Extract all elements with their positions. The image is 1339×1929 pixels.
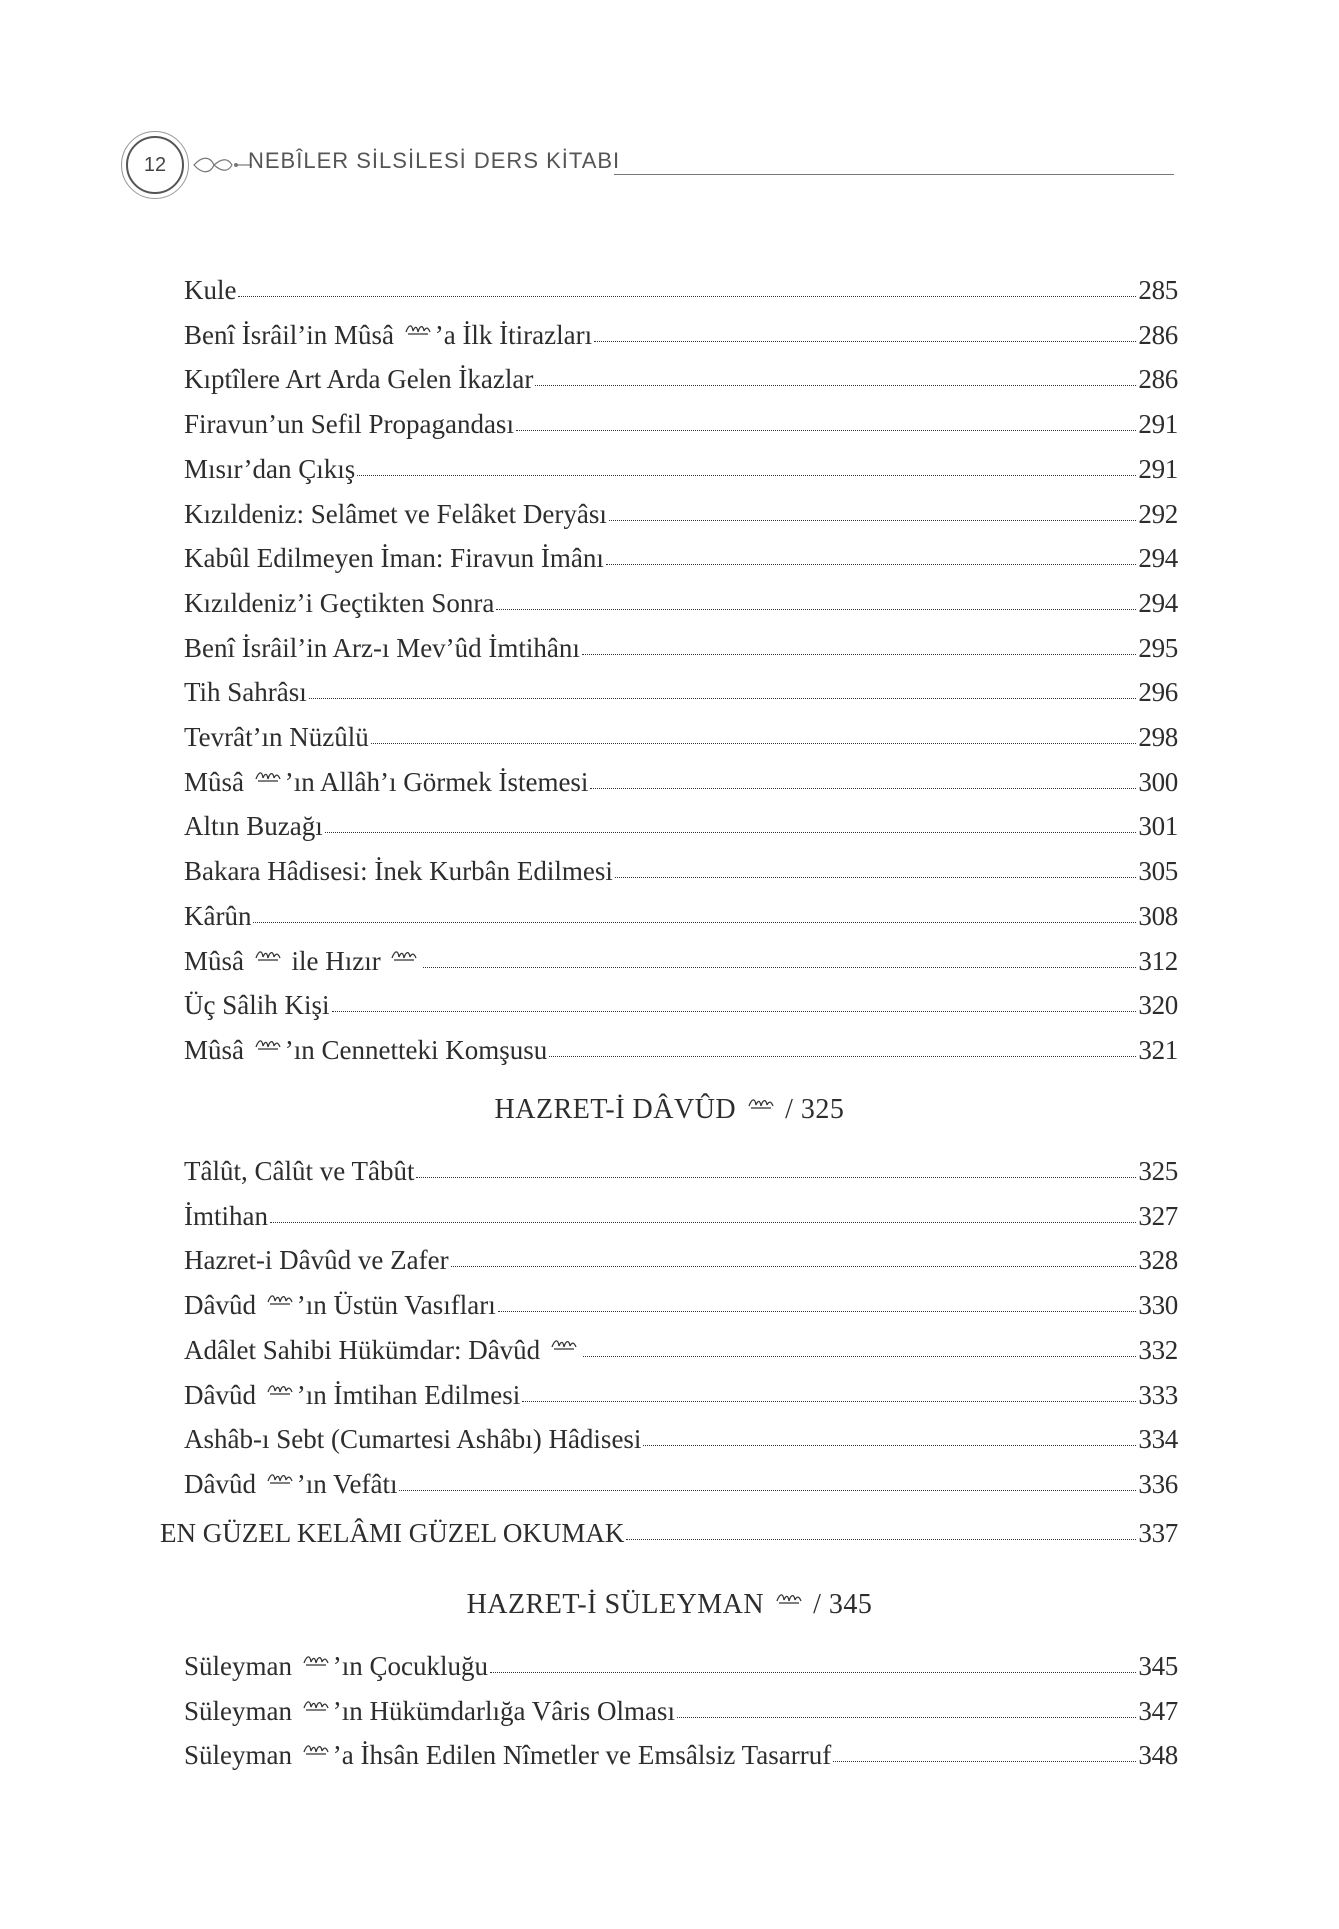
- toc-entry[interactable]: [184, 806, 1178, 846]
- toc-entry[interactable]: [184, 941, 1178, 981]
- toc-entry[interactable]: [184, 1240, 1178, 1280]
- toc-entry-title: Altın Buzağı: [184, 811, 323, 842]
- toc-entry[interactable]: [184, 1691, 1178, 1731]
- dot-leader: [594, 315, 1136, 342]
- alayhissalam-seal-icon: [776, 1591, 802, 1605]
- alayhissalam-seal-icon: [267, 1471, 293, 1485]
- toc-entry-page: 291: [1138, 453, 1178, 484]
- toc-entry-title: Mûsâ ile Hızır: [184, 941, 421, 981]
- toc-entry-title: Kârûn: [184, 900, 252, 931]
- toc-entry[interactable]: [184, 896, 1178, 936]
- toc-entry[interactable]: [184, 1735, 1178, 1775]
- toc-entry-page: 301: [1138, 811, 1178, 842]
- toc-entry-page: 333: [1138, 1379, 1178, 1410]
- toc-entry-page: 327: [1138, 1200, 1178, 1231]
- toc-entry[interactable]: [184, 359, 1178, 399]
- dot-leader: [498, 1285, 1137, 1312]
- toc-entry-title: Kızıldeniz’i Geçtikten Sonra: [184, 587, 495, 618]
- alayhissalam-seal-icon: [391, 948, 417, 962]
- dot-leader: [549, 1030, 1136, 1057]
- dot-leader: [643, 1419, 1136, 1446]
- dot-leader: [309, 672, 1137, 699]
- toc-entry-page: 292: [1138, 498, 1178, 529]
- dot-leader: [325, 806, 1137, 833]
- toc-entry-title: Ashâb-ı Sebt (Cumartesi Ashâbı) Hâdisesi: [184, 1424, 642, 1455]
- toc-entry-title: Kıptîlere Art Arda Gelen İkazlar: [184, 364, 534, 395]
- alayhissalam-seal-icon: [303, 1742, 329, 1756]
- dot-leader: [496, 583, 1136, 610]
- toc-entry-page: 294: [1138, 543, 1178, 574]
- toc-entry[interactable]: [184, 1419, 1178, 1459]
- toc-entry-title: Kabûl Edilmeyen İman: Firavun İmânı: [184, 543, 604, 574]
- toc-entry[interactable]: [184, 1030, 1178, 1070]
- alayhissalam-seal-icon: [303, 1653, 329, 1667]
- section-heading: HAZRET-İ DÂVÛD / 325: [494, 1094, 845, 1125]
- toc-entry-page: 300: [1138, 766, 1178, 797]
- toc-entry-page: 296: [1138, 677, 1178, 708]
- toc-entry-page: 321: [1138, 1034, 1178, 1065]
- toc-entry-title: Mûsâ ’ın Allâh’ı Görmek İstemesi: [184, 766, 589, 797]
- toc-entry-page: 295: [1138, 632, 1178, 663]
- toc-entry-page: 347: [1138, 1695, 1178, 1726]
- page-number: 12: [126, 136, 184, 194]
- toc-entry-page: 298: [1138, 722, 1178, 752]
- toc-entry[interactable]: [184, 717, 1178, 757]
- toc-entry[interactable]: [184, 270, 1178, 310]
- toc-entry[interactable]: [184, 404, 1178, 444]
- dot-leader: [516, 404, 1136, 431]
- dot-leader: [416, 1151, 1136, 1178]
- toc-entry-page: 285: [1138, 275, 1178, 305]
- dot-leader: [609, 494, 1137, 521]
- toc-entry-page: 308: [1138, 900, 1178, 931]
- toc-entry-page: 305: [1138, 856, 1178, 887]
- dot-leader: [423, 941, 1136, 968]
- toc-entry[interactable]: [184, 1285, 1178, 1325]
- dot-leader: [253, 896, 1136, 923]
- toc-entry[interactable]: [184, 494, 1178, 534]
- dot-leader: [238, 270, 1136, 297]
- dot-leader: [522, 1375, 1136, 1402]
- toc-entry-page: 286: [1138, 364, 1178, 395]
- toc-entry-page: 312: [1138, 945, 1178, 976]
- toc-entry-page: 345: [1138, 1651, 1178, 1681]
- dot-leader: [399, 1464, 1136, 1491]
- toc-entry[interactable]: [184, 1196, 1178, 1236]
- toc-entry-title: Dâvûd ’ın İmtihan Edilmesi: [184, 1379, 521, 1410]
- book-title: NEBÎLER SİLSİLESİ DERS KİTABI: [248, 148, 621, 173]
- toc-entry[interactable]: [184, 1646, 1178, 1686]
- toc-entry[interactable]: [184, 985, 1178, 1025]
- toc-entry-title: Bakara Hâdisesi: İnek Kurbân Edilmesi: [184, 856, 613, 887]
- toc-entry-title: Firavun’un Sefil Propagandası: [184, 409, 514, 440]
- dot-leader: [270, 1196, 1136, 1223]
- toc-entry-title: Dâvûd ’ın Üstün Vasıfları: [184, 1290, 496, 1321]
- toc-entry-title: Benî İsrâil’in Mûsâ ’a İlk İtirazları: [184, 319, 593, 350]
- dot-leader: [357, 449, 1136, 476]
- toc-entry[interactable]: [184, 449, 1178, 489]
- toc-entry[interactable]: [184, 851, 1178, 891]
- toc-entry-page: 320: [1138, 990, 1178, 1021]
- toc-entry-title: Tâlût, Câlût ve Tâbût: [184, 1156, 415, 1186]
- alayhissalam-seal-icon: [551, 1337, 577, 1351]
- toc-entry-page: 286: [1138, 319, 1178, 350]
- toc-entry-title: Mısır’dan Çıkış: [184, 453, 356, 484]
- toc-entry-page: 348: [1138, 1740, 1178, 1771]
- toc-entry-page: 325: [1138, 1156, 1178, 1186]
- toc-entry-title: Kızıldeniz: Selâmet ve Felâket Deryâsı: [184, 498, 607, 529]
- dot-leader: [833, 1735, 1136, 1762]
- dot-leader: [590, 762, 1136, 789]
- toc-entry-title: Benî İsrâil’in Arz-ı Mev’ûd İmtihânı: [184, 632, 580, 663]
- toc-entry[interactable]: [184, 583, 1178, 623]
- toc-entry-page: 291: [1138, 409, 1178, 440]
- toc-entry-title: Süleyman ’ın Çocukluğu: [184, 1651, 488, 1681]
- toc-entry-title: Tevrât’ın Nüzûlü: [184, 722, 369, 752]
- toc-entry-page: 332: [1138, 1334, 1178, 1365]
- toc-entry-title: EN GÜZEL KELÂMI GÜZEL OKUMAK: [160, 1518, 625, 1548]
- dot-leader: [626, 1513, 1136, 1540]
- toc-entry-title: Kule: [184, 275, 237, 305]
- dot-leader: [451, 1240, 1137, 1267]
- toc-entry-page: 334: [1138, 1424, 1178, 1455]
- alayhissalam-seal-icon: [303, 1698, 329, 1712]
- toc-entry[interactable]: [184, 1464, 1178, 1504]
- toc-major-entry[interactable]: [160, 1513, 1178, 1553]
- dot-leader: [606, 538, 1136, 565]
- dot-leader: [332, 985, 1137, 1012]
- section-heading: HAZRET-İ SÜLEYMAN / 345: [466, 1589, 873, 1620]
- toc-entry-page: 330: [1138, 1290, 1178, 1321]
- dot-leader: [371, 717, 1137, 744]
- alayhissalam-seal-icon: [267, 1382, 293, 1396]
- toc-entry-title: Mûsâ ’ın Cennetteki Komşusu: [184, 1034, 548, 1065]
- toc-entry-title: Adâlet Sahibi Hükümdar: Dâvûd: [184, 1330, 581, 1370]
- toc-entry[interactable]: [184, 315, 1178, 355]
- toc-entry[interactable]: [184, 1375, 1178, 1415]
- toc-entry-title: Süleyman ’a İhsân Edilen Nîmetler ve Emsâlsiz Tasarruf: [184, 1740, 832, 1771]
- dot-leader: [677, 1691, 1136, 1718]
- toc-entry[interactable]: [184, 628, 1178, 668]
- toc-entry-page: 336: [1138, 1468, 1178, 1499]
- header-rule: [614, 174, 1174, 175]
- toc-entry[interactable]: [184, 1330, 1178, 1370]
- toc-entry-page: 328: [1138, 1245, 1178, 1276]
- toc-entry-title: İmtihan: [184, 1200, 268, 1231]
- alayhissalam-seal-icon: [748, 1096, 774, 1110]
- toc-entry-page: 337: [1138, 1518, 1178, 1548]
- toc-entry[interactable]: [184, 538, 1178, 578]
- toc-entry-title: Tih Sahrâsı: [184, 677, 307, 708]
- toc-entry-page: 294: [1138, 587, 1178, 618]
- dot-leader: [490, 1646, 1136, 1673]
- alayhissalam-seal-icon: [405, 322, 431, 336]
- dot-leader: [535, 359, 1136, 386]
- toc-entry[interactable]: [184, 1151, 1178, 1191]
- alayhissalam-seal-icon: [255, 948, 281, 962]
- toc-entry-title: Hazret-i Dâvûd ve Zafer: [184, 1245, 449, 1276]
- alayhissalam-seal-icon: [255, 769, 281, 783]
- page-header: [126, 136, 1186, 200]
- toc-entry[interactable]: [184, 762, 1178, 802]
- dot-leader: [583, 1330, 1136, 1357]
- alayhissalam-seal-icon: [267, 1292, 293, 1306]
- dot-leader: [615, 851, 1137, 878]
- toc-entry-title: Üç Sâlih Kişi: [184, 990, 330, 1021]
- dot-leader: [582, 628, 1136, 655]
- toc-entry-title: Dâvûd ’ın Vefâtı: [184, 1468, 398, 1499]
- alayhissalam-seal-icon: [255, 1037, 281, 1051]
- toc-entry-title: Süleyman ’ın Hükümdarlığa Vâris Olması: [184, 1695, 675, 1726]
- toc-entry[interactable]: [184, 672, 1178, 712]
